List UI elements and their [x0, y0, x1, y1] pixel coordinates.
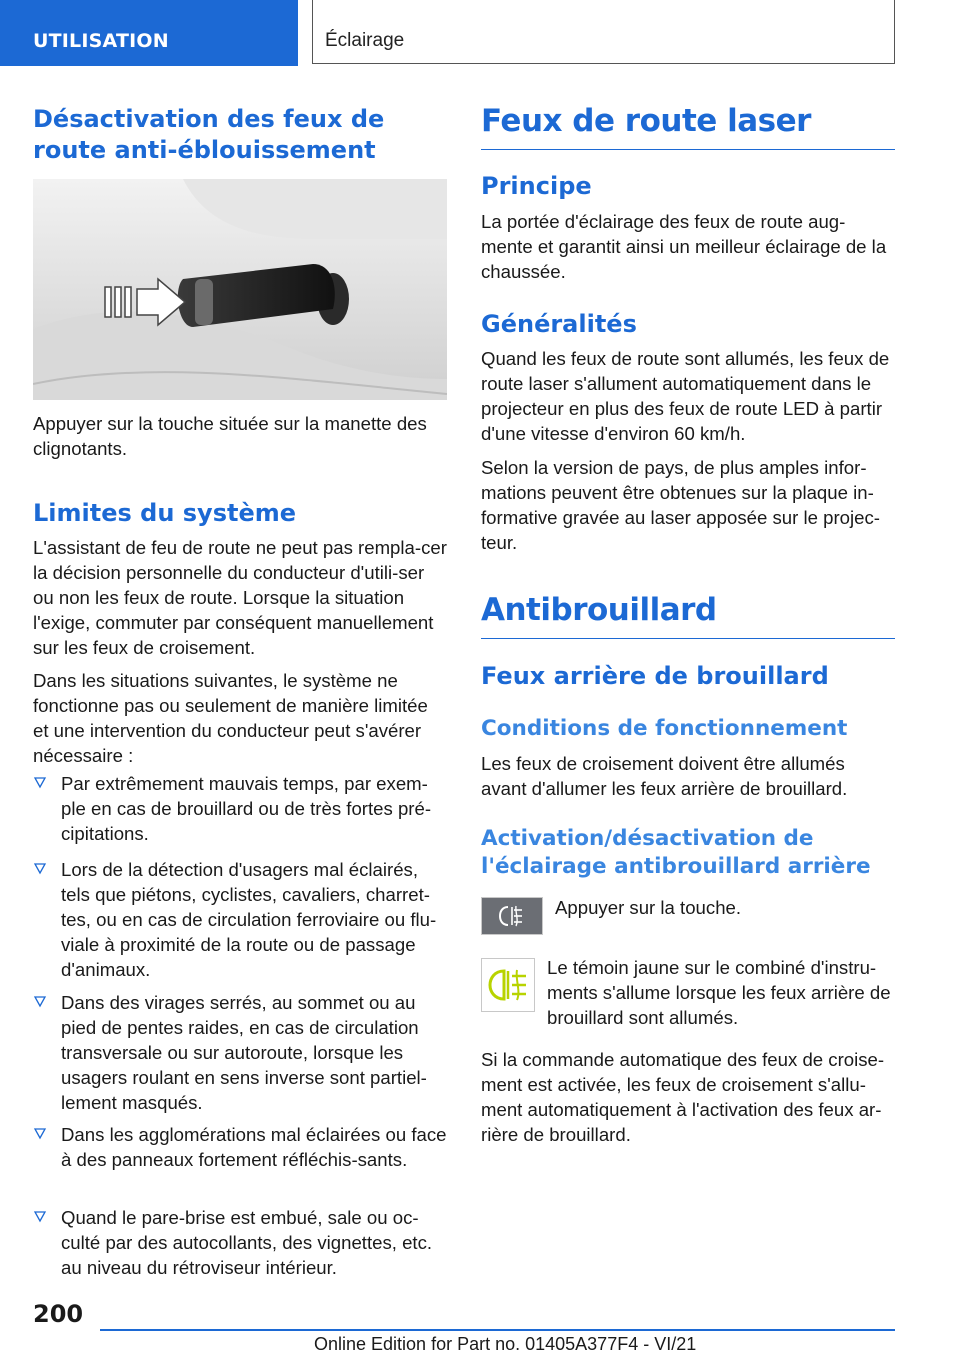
list-item: Dans les agglomérations mal éclairées ou face à des panneaux fortement réfléchis-sants.: [33, 1122, 447, 1172]
list-item: Quand le pare-brise est embué, sale ou oc-culté par des autocollants, des vignettes, etc. au niveau du rétroviseur intérieur.: [33, 1205, 447, 1280]
chapter-tab: Éclairage: [312, 0, 895, 64]
title-laser-high-beam: Feux de route laser: [481, 103, 895, 150]
page-number: 200: [33, 1300, 84, 1328]
heading-operating-conditions: Conditions de fonctionnement: [481, 716, 848, 741]
triangle-bullet-icon: [33, 1126, 47, 1140]
triangle-bullet-icon: [33, 1209, 47, 1223]
lever-illustration: [33, 179, 447, 400]
figure-caption: Appuyer sur la touche située sur la manette des clignotants.: [33, 413, 427, 459]
list-item: Par extrêmement mauvais temps, par exem-ple en cas de brouillard ou de très fortes pré-cipitations.: [33, 771, 447, 846]
button-instruction: Appuyer sur la touche.: [555, 897, 742, 918]
conditions-text: Les feux de croisement doivent être allumés avant d'allumer les feux arrière de brouillard.: [481, 753, 848, 799]
title-high-beam-deactivation: Désactivation des feux de route anti-éblouissement: [33, 105, 385, 164]
title-fog-lights: Antibrouillard: [481, 592, 895, 639]
triangle-bullet-icon: [33, 775, 47, 789]
section-tab: UTILISATION: [0, 0, 298, 66]
edition-info: Online Edition for Part no. 01405A377F4 - VI/21: [314, 1334, 697, 1354]
triangle-bullet-icon: [33, 861, 47, 875]
heading-principle: Principe: [481, 172, 592, 200]
general-paragraph-1: Quand les feux de route sont allumés, les feux de route laser s'allument automatiquement dans le projecteur en plus des feux de route LED à partir d'une vitesse d'environ 60 km/h.: [481, 348, 890, 444]
rear-fog-indicator-icon: [481, 958, 535, 1012]
list-item: Lors de la détection d'usagers mal éclairés, tels que piétons, cyclistes, cavaliers, charret-tes, ou en cas de circulation ferroviaire ou flu-viale à proximité de la route ou de passage d'animaux.: [33, 857, 447, 982]
general-paragraph-2: Selon la version de pays, de plus amples infor-mations peuvent être obtenues sur la plaque in-formative gravée au laser apposée sur le projec-teur.: [481, 457, 880, 553]
heading-rear-fog-lights: Feux arrière de brouillard: [481, 662, 829, 690]
list-item: Dans des virages serrés, au sommet ou au pied de pentes raides, en cas de circulation transversale ou sur autoroute, lorsque les usagers roulant en sens inverse sont partiel-lement masqués.: [33, 990, 447, 1115]
indicator-text: Le témoin jaune sur le combiné d'instru-ments s'allume lorsque les feux arrière de brouillard sont allumés.: [547, 957, 891, 1028]
rear-fog-button-icon: [481, 897, 543, 935]
principle-text: La portée d'éclairage des feux de route aug-mente et garantit ainsi un meilleur éclairage de la chaussée.: [481, 211, 887, 282]
auto-control-text: Si la commande automatique des feux de croise-ment est activée, les feux de croisement s'allu-ment automatiquement à l'activation des feux ar-rière de brouillard.: [481, 1049, 885, 1145]
limits-paragraph-2: Dans les situations suivantes, le système ne fonctionne pas ou seulement de manière limitée et une intervention du conducteur peut s'avérer nécessaire :: [33, 670, 428, 766]
heading-activation: Activation/désactivation de l'éclairage antibrouillard arrière: [481, 826, 871, 879]
limits-paragraph-1: L'assistant de feu de route ne peut pas rempla-cer la décision personnelle du conducteur d'utili-ser ou non les feux de route. Lorsque la situation l'exige, commuter par conséquent manuellement sur les feux de croisement.: [33, 537, 447, 658]
triangle-bullet-icon: [33, 994, 47, 1008]
heading-general: Généralités: [481, 310, 637, 338]
turn-signal-lever-figure: [33, 179, 447, 400]
heading-system-limits: Limites du système: [33, 499, 297, 527]
footer-divider: [100, 1329, 895, 1331]
